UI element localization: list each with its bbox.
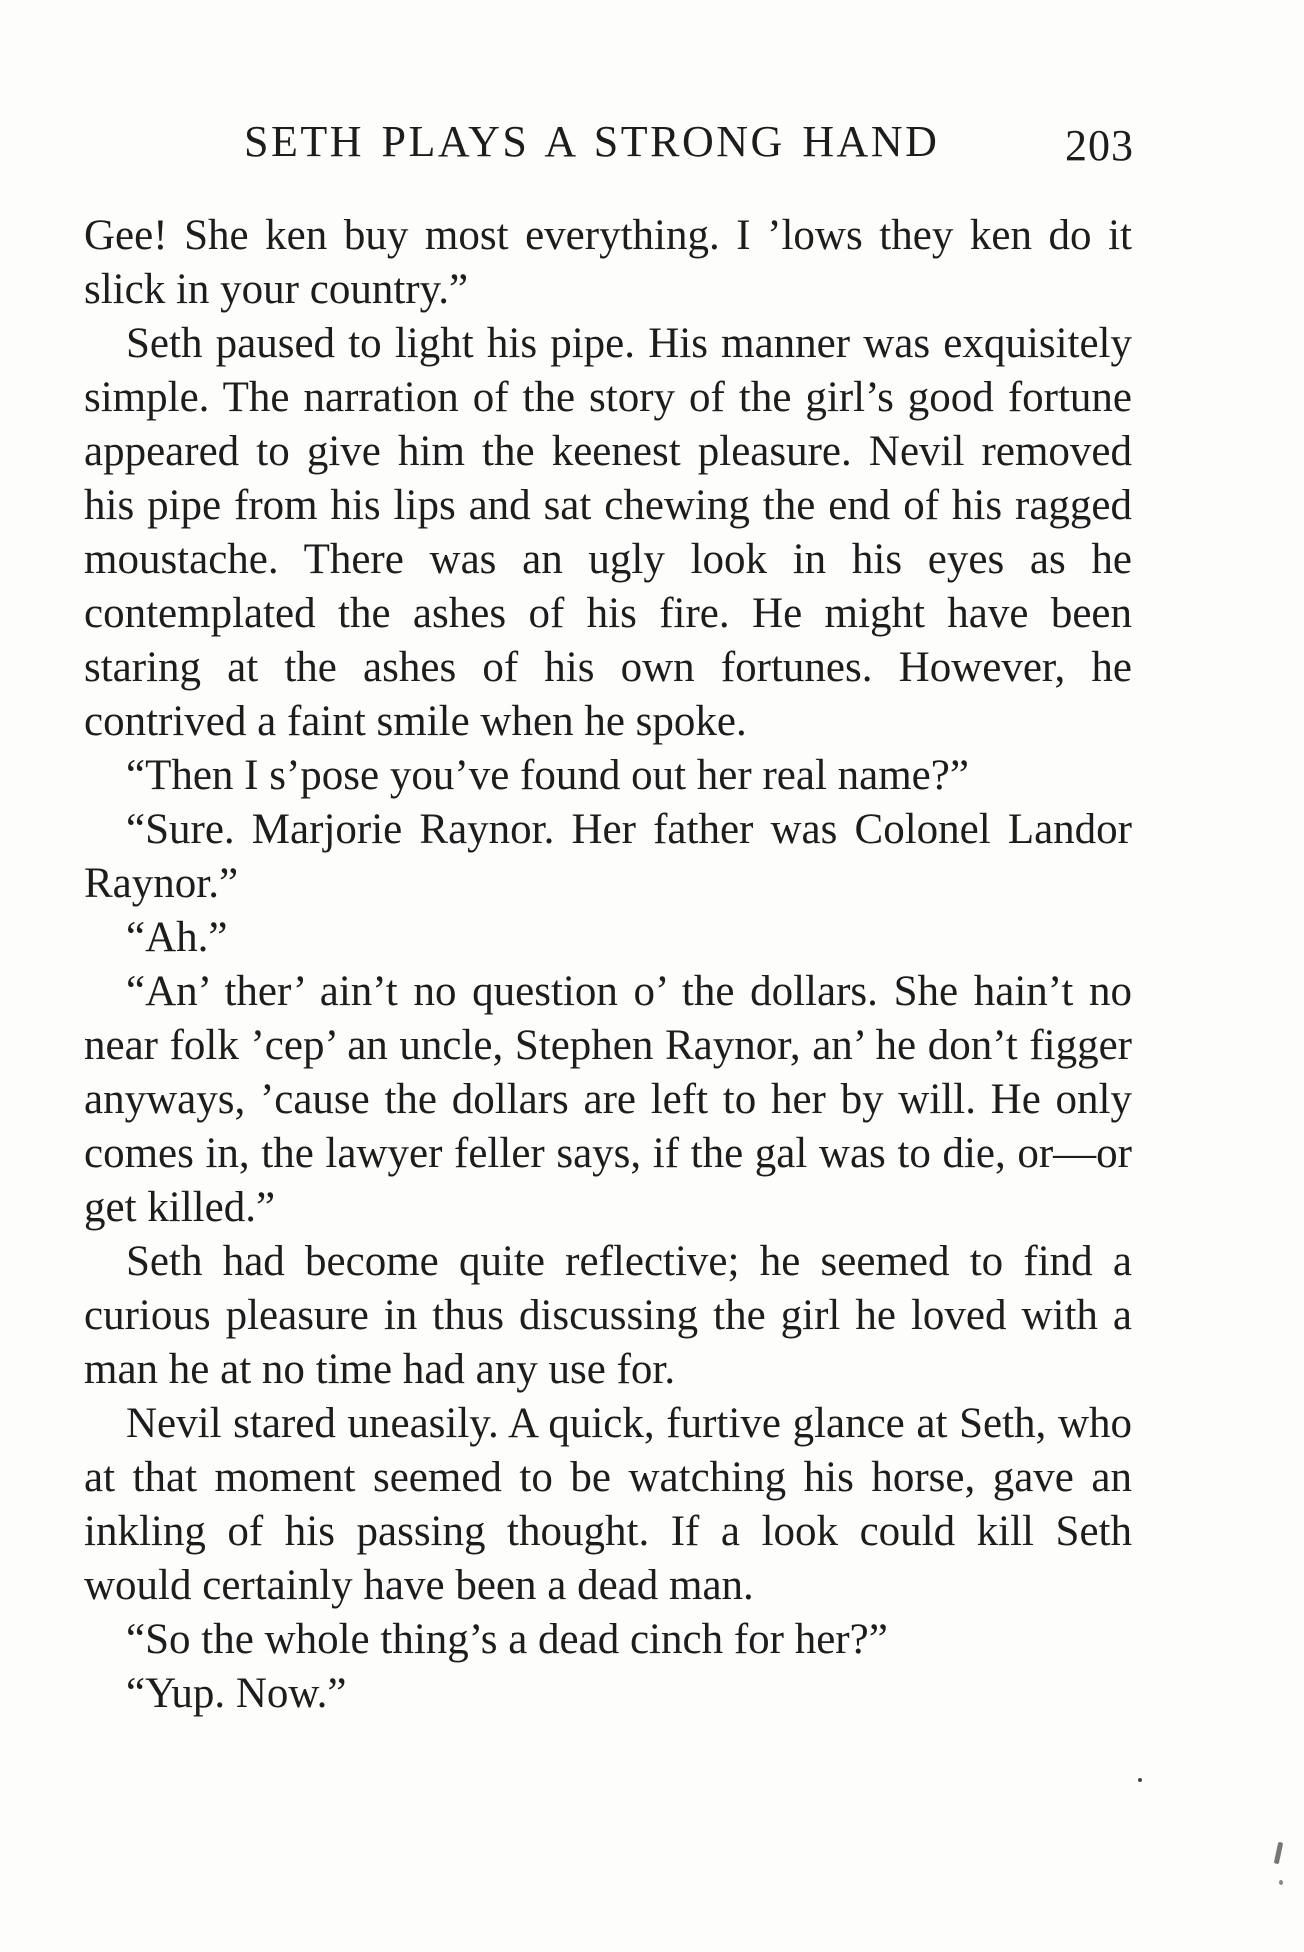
print-speck [1138, 1778, 1142, 1782]
dialogue-line: “Yup. Now.” [126, 1670, 347, 1717]
paragraph-continued: Gee! She ken buy most everything. I ’lows they ken do it slick in your country.” [84, 212, 1132, 313]
print-speck [1274, 1842, 1283, 1865]
running-title: SETH PLAYS A STRONG HAND [244, 117, 940, 166]
paragraph: Seth paused to light his pipe. His manner was exquisitely simple. The narration of the story of the girl’s good fortune appeared to give him the keenest pleasure. Nevil removed his pipe from his lips and sat chewing the end of his ragged moustache. There was an ugly look in his eyes as he contemplated the ashes of his fire. He might have been staring at the ashes of his own fortunes. However, he contrived a faint smile when he spoke. [84, 320, 1132, 745]
dialogue-line: “Then I s’pose you’ve found out her real name?” [126, 752, 969, 799]
dialogue-line: “Sure. Marjorie Raynor. Her father was Colonel Landor Raynor.” [84, 806, 1132, 907]
page-number: 203 [1065, 121, 1134, 170]
dialogue-line: “An’ ther’ ain’t no question o’ the dollars. She hain’t no near folk ’cep’ an uncle, Stephen Raynor, an’ he don’t figger anyways, ’cause the dollars are left to her by will. He only comes in, the lawyer feller says, if the gal was to die, or—or get killed.” [84, 968, 1132, 1231]
dialogue-line: “Ah.” [126, 914, 228, 961]
paragraph: Seth had become quite reflective; he seemed to find a curious pleasure in thus discussing the girl he loved with a man he at no time had any use for. [84, 1238, 1132, 1393]
paragraph: Nevil stared uneasily. A quick, furtive glance at Seth, who at that moment seemed to be watching his horse, gave an inkling of his passing thought. If a look could kill Seth would certainly have been a dead man. [84, 1400, 1132, 1609]
body-text [84, 209, 1132, 1721]
dialogue-line: “So the whole thing’s a dead cinch for her?” [126, 1616, 888, 1663]
print-speck [1279, 1880, 1283, 1885]
running-head [244, 112, 1134, 172]
